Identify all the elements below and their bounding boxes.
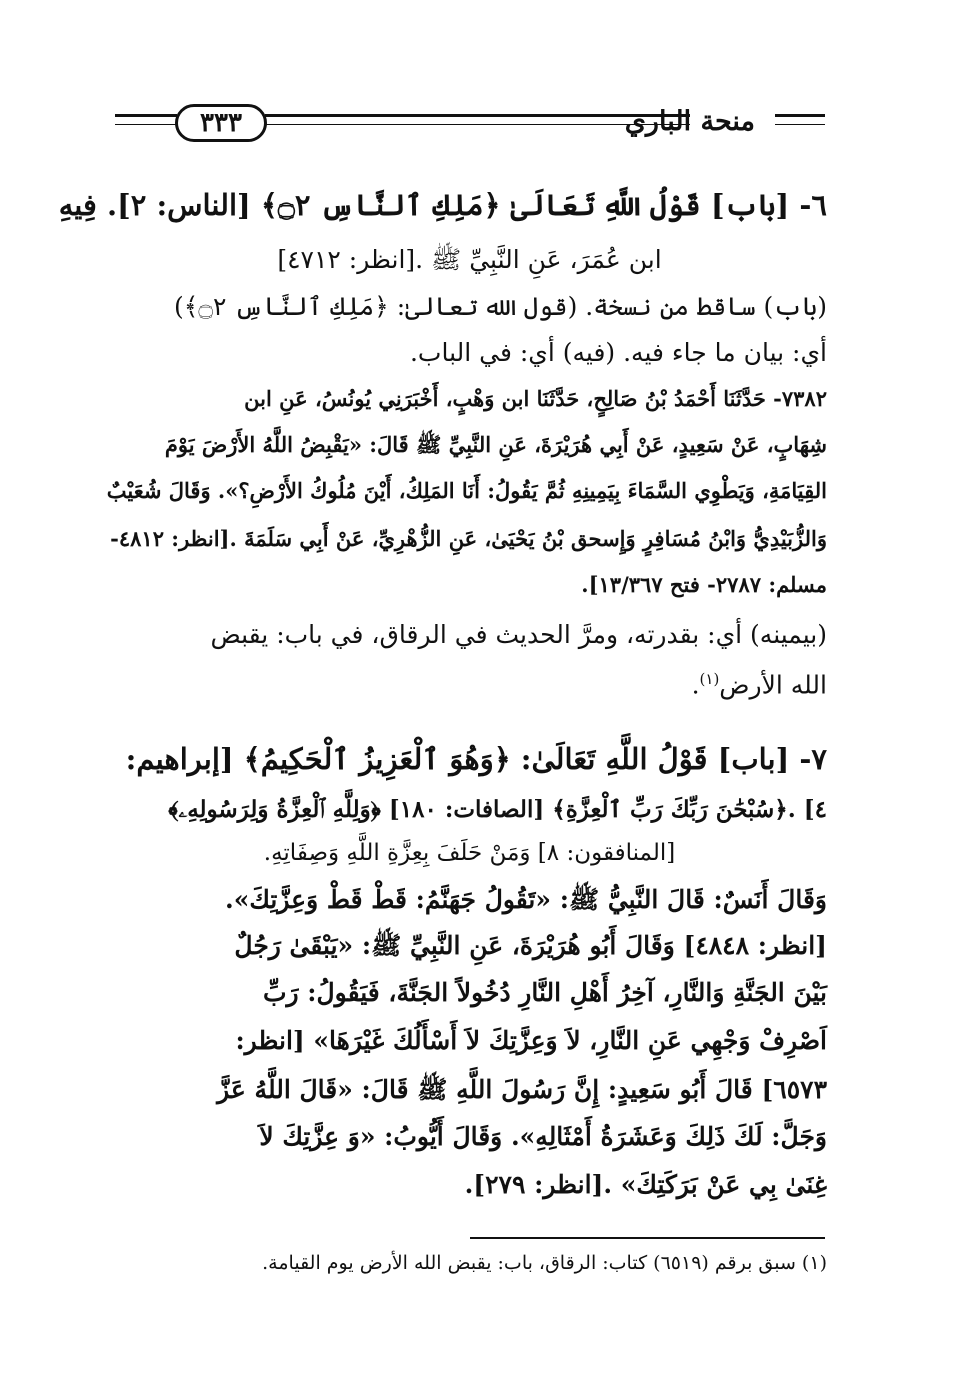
footnote-ref: (١) [699, 670, 720, 688]
hadith-line: بَيْنَ الجَنَّةِ وَالنَّارِ، آخِرُ أَهْلِ النَّارِ دُخُولاً الجَنَّةَ، فَيَقُولُ: رَبِّ [262, 978, 827, 1007]
hadith-line: ٧٣٨٢- حَدَّثَنَا أَحْمَدُ بْنُ صَالِحٍ، حَدَّثَنَا ابن وَهْبٍ، أَخْبَرَنِي يُونُسُ، عَنِ ابن [244, 386, 827, 411]
hadith-line: وَقَالَ أَنَسٌ: قَالَ النَّبِيُّ ﷺ: «تَقُولُ جَهَنَّمُ: قَطْ قَطْ وَعِزَّتِكَ». [225, 885, 827, 914]
hadith-line: ٦٥٧٣] قَالَ أَبُو سَعِيدٍ: إِنَّ رَسُولَ اللَّهِ ﷺ قَالَ: «قَالَ اللَّهُ عَزَّ [217, 1075, 827, 1104]
header-rule-right-top [775, 114, 825, 117]
hadith-line: القِيَامَةِ، وَيَطْوِي السَّمَاءَ بِيَمِينِهِ ثُمَّ يَقُولُ: أَنَا المَلِكُ، أَيْنَ مُلُوكُ الأَرْضِ؟». وَقَالَ شُعَيْبٌ [106, 478, 827, 503]
hadith-line: [انظر: ٤٨٤٨] وَقَالَ أَبُو هُرَيْرَةَ، عَنِ النَّبِيِّ ﷺ: «يَبْقَىٰ رَجُلٌ [234, 931, 827, 960]
hadith-line: شِهَابٍ، عَنْ سَعِيدٍ، عَنْ أَبِي هُرَيْرَةَ، عَنِ النَّبِيِّ ﷺ قَالَ: «يَقْبِضُ اللَّهُ الأَرْضَ يَوْمَ [164, 432, 827, 457]
hadith-line: اَصْرِفْ وَجْهِي عَنِ النَّارِ، لاَ وَعِزَّتِكَ لاَ أَسْأَلُكَ غَيْرَهَا» [انظر: [235, 1026, 827, 1055]
chapter-7-heading-cont: ٤] .﴿سُبْحَٰنَ رَبِّكَ رَبِّ ٱلْعِزَّةِ﴾ [الصافات: ١٨٠] ﴿وَلِلَّهِ ٱلْعِزَّةُ وَلِرَسُولِهِۦ﴾ [168, 796, 827, 823]
commentary-line-with-footnote [112, 670, 827, 699]
hadith-line: مسلم: ٢٧٨٧- فتح ١٣/٣٦٧]. [581, 572, 827, 597]
commentary-text: الله الأرض [719, 670, 827, 700]
chapter-6-heading-cont: ابن عُمَرَ، عَنِ النَّبِيِّ ﷺ .[انظر: ٤٧١٢] [277, 245, 662, 274]
footnote-divider [470, 1237, 825, 1239]
header-rule-left-top [115, 114, 177, 117]
header-rule-right-bottom [775, 124, 825, 125]
footnote: (١) سبق برقم (٦٥١٩) كتاب: الرقاق، باب: يقبض الله الأرض يوم القيامة. [262, 1252, 827, 1274]
commentary-line: (بيمينه) أي: بقدرته، ومرَّ الحديث في الرقاق، في باب: يقبض [210, 620, 827, 649]
hadith-line: وَالزُّبَيْدِيُّ وَابْنُ مُسَافِرٍ وَإِسحق بْنُ يَحْيَىٰ، عَنِ الزُّهْرِيِّ، عَنْ أَبِي سَلَمَةَ .[انظر: ٤٨١٢- [110, 526, 827, 551]
commentary-end: . [691, 670, 700, 700]
chapter-7-heading: ٧- [باب] قَوْلُ اللَّهِ تَعَالَىٰ: ﴿وَهُوَ ٱلْعَزِيزُ ٱلْحَكِيمُ﴾ [إبراهيم: [125, 742, 827, 776]
chapter-7-heading-cont: [المنافقون: ٨] وَمَنْ حَلَفَ بِعِزَّةِ اللَّهِ وَصِفَاتِهِ. [263, 840, 676, 866]
commentary-line: أي: بيان ما جاء فيه. (فيه) أي: في الباب. [409, 338, 827, 367]
page-number: ٣٣٣ [175, 104, 267, 142]
hadith-line: غِنَىٰ بِي عَنْ بَرَكَتِكَ» .[انظر: ٢٧٩]. [464, 1170, 827, 1199]
chapter-6-heading: ٦- [باب] قَوْلُ اللَّهِ تَعَالَىٰ ﴿مَلِكِ ٱلنَّاسِ ۝٢﴾ [الناس: ٢]. فِيهِ [58, 188, 827, 222]
hadith-line: وَجَلَّ: لَكَ ذَلِكَ وَعَشَرَةُ أَمْثَالِهِ». وَقَالَ أَيُّوبُ: «وَ عِزَّتِكَ لاَ [259, 1122, 827, 1151]
commentary-line: (باب) ساقط من نسخة. (قول الله تعالىٰ: ﴿مَلِكِ ٱلنَّاسِ ۝٢﴾) [173, 292, 827, 321]
running-title: منحة الباري [624, 106, 755, 137]
page-header [115, 100, 825, 150]
header-rule-left-bottom [115, 124, 177, 125]
